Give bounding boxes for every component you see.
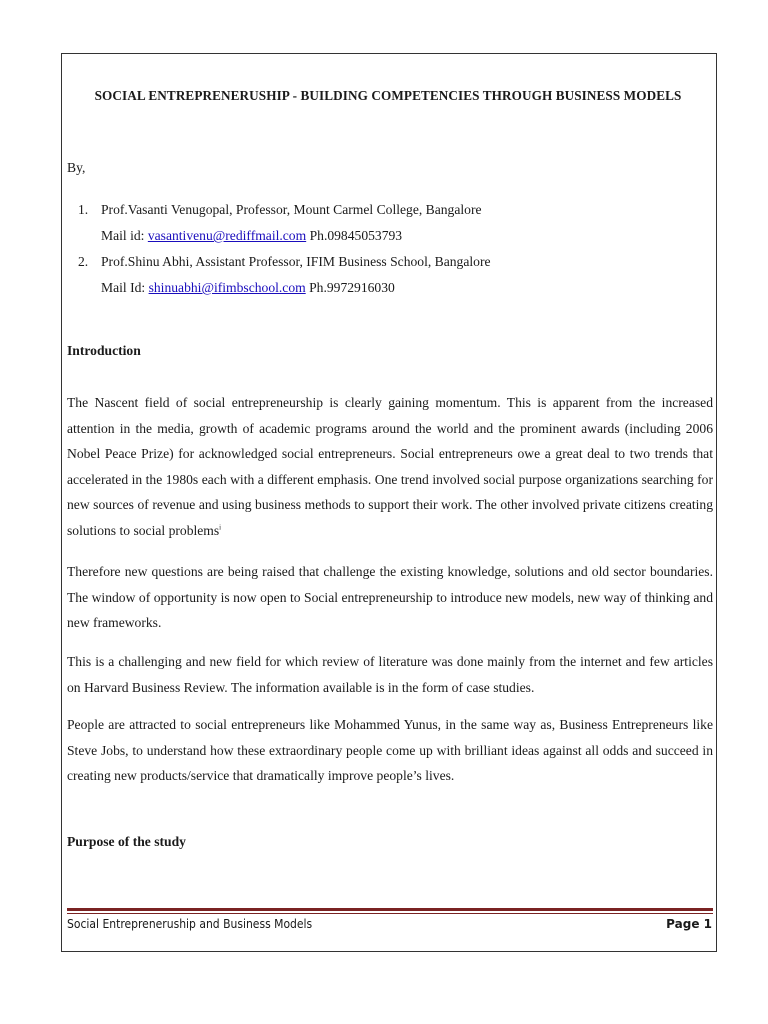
- author-1-details: Prof.Vasanti Venugopal, Professor, Mount Carmel College, Bangalore: [101, 202, 482, 217]
- author-1-mail-label: Mail id:: [101, 228, 148, 243]
- footnote-marker[interactable]: i: [219, 522, 222, 531]
- paragraph-1-text: The Nascent field of social entrepreneurship is clearly gaining momentum. This is apparent from the increased attention in the media, growth of academic programs around the world and the prominent awards (including 2006 Nobel Peace Prize) for acknowledged social entrepreneurs. Social entrepreneurs owe a great deal to two trends that accelerated in the 1980s each with a different emphasis. One trend involved social purpose organizations searching for new sources of revenue and using business methods to support their work. The other involved private citizens creating solutions to social problems: [67, 395, 713, 538]
- author-2-email-link[interactable]: shinuabhi@ifimbschool.com: [148, 280, 306, 295]
- author-list: [78, 197, 698, 301]
- document-title: SOCIAL ENTREPRENERUSHIP - BUILDING COMPETENCIES THROUGH BUSINESS MODELS: [94, 88, 682, 103]
- author-2-contact: [78, 275, 698, 301]
- footer-divider-thin: [67, 913, 713, 914]
- paragraph-1: [67, 390, 713, 543]
- introduction-heading: Introduction: [67, 343, 141, 358]
- purpose-heading: Purpose of the study: [67, 834, 186, 849]
- author-1-contact: [78, 223, 698, 249]
- by-label: By,: [67, 160, 86, 175]
- author-2-details: Prof.Shinu Abhi, Assistant Professor, IFIM Business School, Bangalore: [101, 254, 491, 269]
- footer-divider-thick: [67, 908, 713, 911]
- author-1: [78, 197, 698, 223]
- page-number: Page 1: [666, 917, 712, 931]
- footer-running-title: Social Entrepreneruship and Business Models: [67, 917, 313, 931]
- paragraph-2: Therefore new questions are being raised that challenge the existing knowledge, solutions and old sector boundaries. The window of opportunity is now open to Social entrepreneurship to introduce new models, new way of thinking and new frameworks.: [67, 564, 713, 630]
- author-2: [78, 249, 698, 275]
- paragraph-3: This is a challenging and new field for which review of literature was done mainly from the internet and few articles on Harvard Business Review. The information available is in the form of case studies.: [67, 654, 713, 695]
- paragraph-4: People are attracted to social entrepreneurs like Mohammed Yunus, in the same way as, Business Entrepreneurs like Steve Jobs, to understand how these extraordinary people come up with brilliant ideas against all odds and succeed in creating new products/service that dramatically improve people’s lives.: [67, 717, 713, 783]
- author-2-number: 2.: [78, 254, 89, 269]
- author-1-phone: Ph.09845053793: [306, 228, 403, 243]
- author-2-phone: Ph.9972916030: [305, 280, 395, 295]
- author-1-number: 1.: [78, 202, 89, 217]
- author-1-email-link[interactable]: vasantivenu@rediffmail.com: [147, 228, 307, 243]
- author-2-mail-label: Mail Id:: [101, 280, 149, 295]
